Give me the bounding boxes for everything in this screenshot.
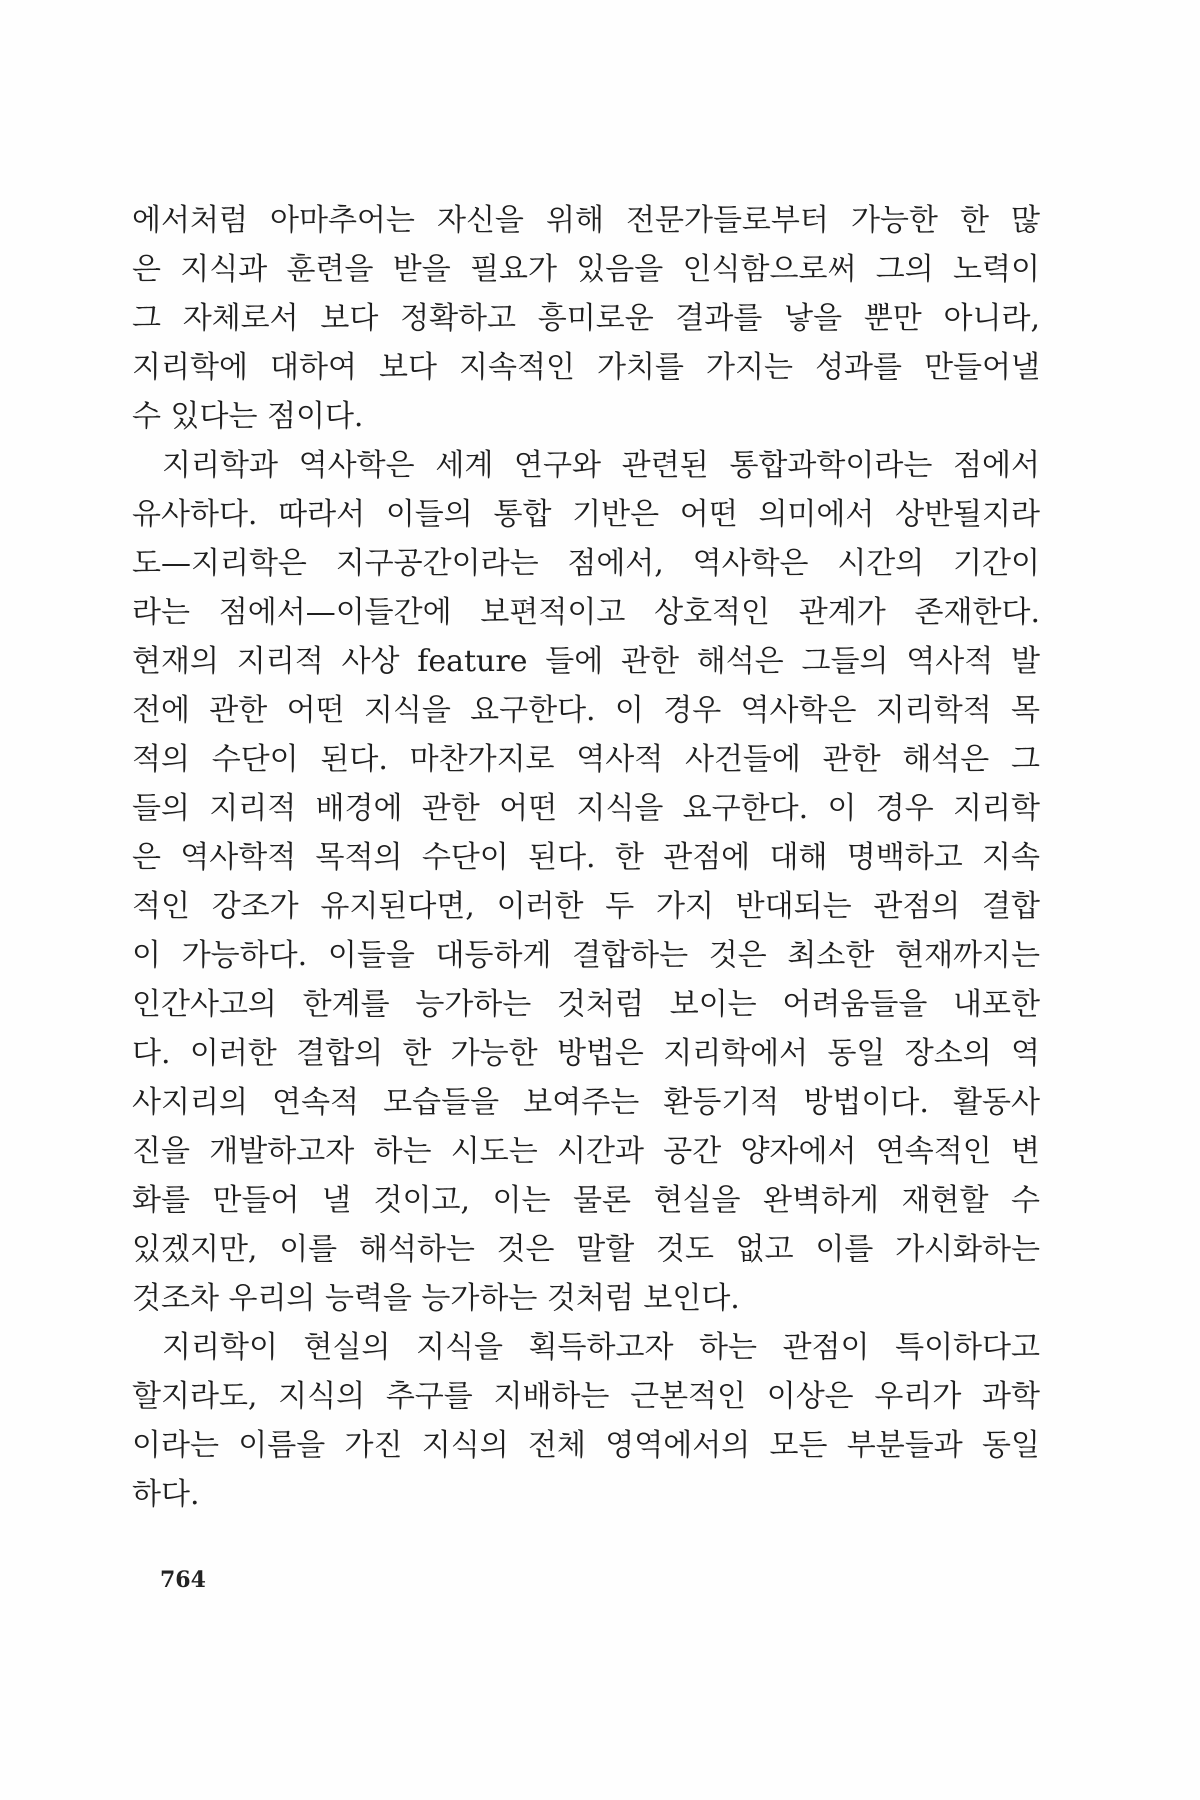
text-line: 라는 점에서—이들간에 보편적이고 상호적인 관계가 존재한다.	[132, 595, 1040, 630]
text-line: 것조차 우리의 능력을 능가하는 것처럼 보인다.	[132, 1281, 740, 1316]
text-line: 화를 만들어 낼 것이고, 이는 물론 현실을 완벽하게 재현할 수	[132, 1183, 1040, 1218]
text-line: 지리학과 역사학은 세계 연구와 관련된 통합과학이라는 점에서	[162, 448, 1040, 483]
text-line: 지리학이 현실의 지식을 획득하고자 하는 관점이 특이하다고	[162, 1330, 1040, 1365]
text-line: 사지리의 연속적 모습들을 보여주는 환등기적 방법이다. 활동사	[132, 1085, 1040, 1120]
text-line: 은 역사학적 목적의 수단이 된다. 한 관점에 대해 명백하고 지속	[132, 840, 1040, 875]
paragraph	[132, 196, 1040, 441]
text-line: 다. 이러한 결합의 한 가능한 방법은 지리학에서 동일 장소의 역	[132, 1036, 1040, 1071]
text-line: 에서처럼 아마추어는 자신을 위해 전문가들로부터 가능한 한 많	[132, 203, 1040, 238]
text-line: 지리학에 대하여 보다 지속적인 가치를 가지는 성과를 만들어낼	[132, 350, 1040, 385]
text-line: 적의 수단이 된다. 마찬가지로 역사적 사건들에 관한 해석은 그	[132, 742, 1040, 777]
paragraph	[132, 1323, 1040, 1519]
text-line: 그 자체로서 보다 정확하고 흥미로운 결과를 낳을 뿐만 아니라,	[132, 301, 1040, 336]
text-line: 전에 관한 어떤 지식을 요구한다. 이 경우 역사학은 지리학적 목	[132, 693, 1040, 728]
text-line: 이 가능하다. 이들을 대등하게 결합하는 것은 최소한 현재까지는	[132, 938, 1040, 973]
text-line: 들의 지리적 배경에 관한 어떤 지식을 요구한다. 이 경우 지리학	[132, 791, 1040, 826]
text-line: 유사하다. 따라서 이들의 통합 기반은 어떤 의미에서 상반될지라	[132, 497, 1040, 532]
body-text	[132, 196, 1040, 1519]
text-line: 할지라도, 지식의 추구를 지배하는 근본적인 이상은 우리가 과학	[132, 1379, 1040, 1414]
text-line: 진을 개발하고자 하는 시도는 시간과 공간 양자에서 연속적인 변	[132, 1134, 1040, 1169]
text-line: 인간사고의 한계를 능가하는 것처럼 보이는 어려움들을 내포한	[132, 987, 1040, 1022]
text-line: 현재의 지리적 사상 feature 들에 관한 해석은 그들의 역사적 발	[132, 644, 1040, 679]
text-line: 도—지리학은 지구공간이라는 점에서, 역사학은 시간의 기간이	[132, 546, 1040, 581]
paragraph	[132, 441, 1040, 1323]
text-line: 이라는 이름을 가진 지식의 전체 영역에서의 모든 부분들과 동일	[132, 1428, 1040, 1463]
text-line: 하다.	[132, 1477, 200, 1512]
text-line: 수 있다는 점이다.	[132, 399, 364, 434]
page-number: 764	[160, 1567, 206, 1593]
text-line: 은 지식과 훈련을 받을 필요가 있음을 인식함으로써 그의 노력이	[132, 252, 1040, 287]
text-line: 있겠지만, 이를 해석하는 것은 말할 것도 없고 이를 가시화하는	[132, 1232, 1040, 1267]
text-line: 적인 강조가 유지된다면, 이러한 두 가지 반대되는 관점의 결합	[132, 889, 1040, 924]
